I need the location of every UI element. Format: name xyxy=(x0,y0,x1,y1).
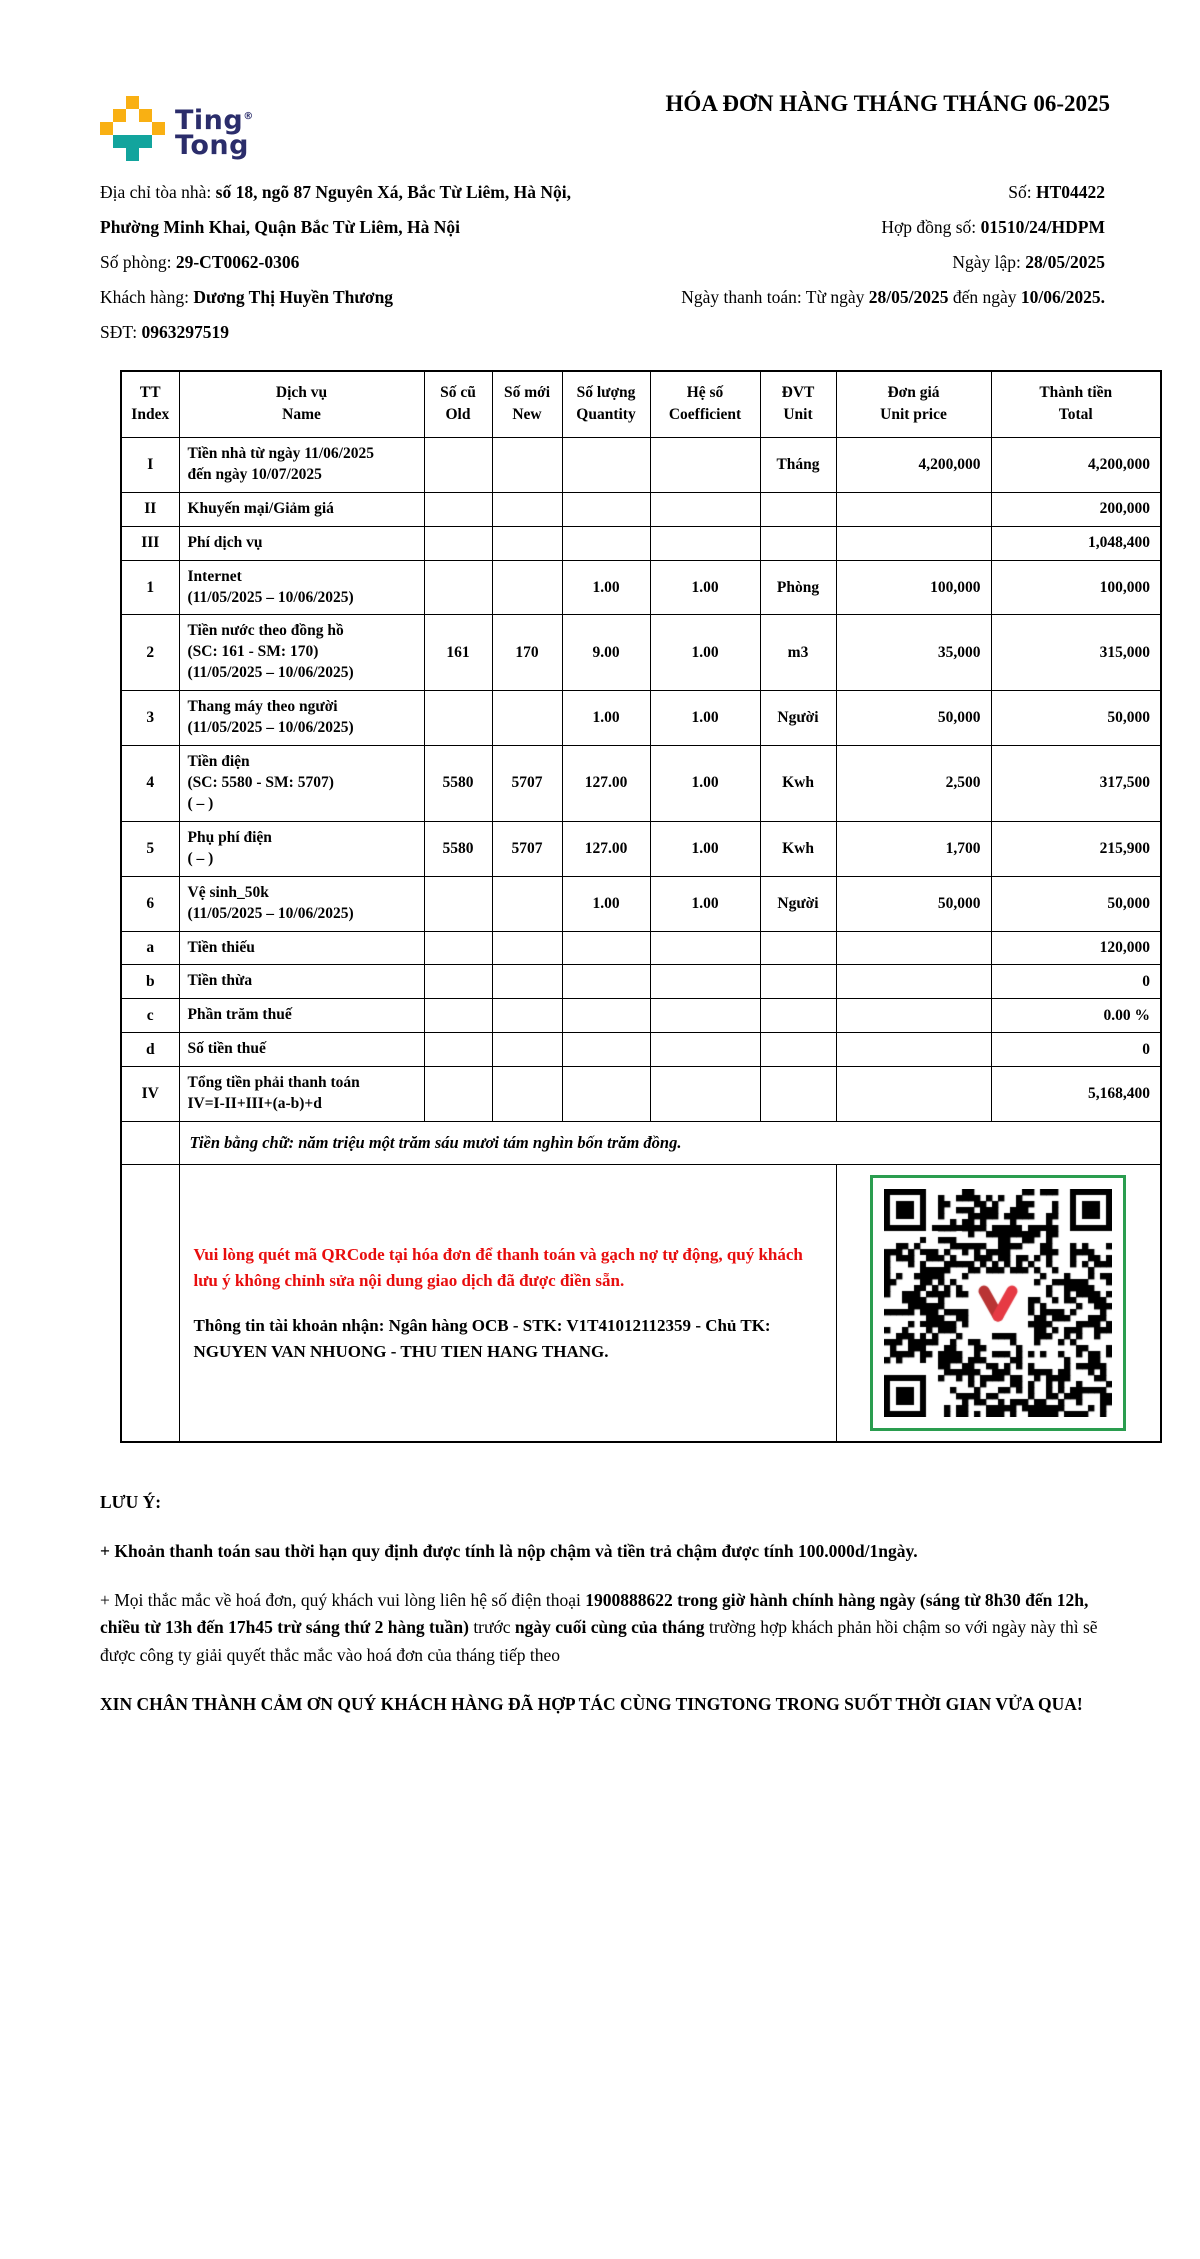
notes-items xyxy=(100,1538,1108,1718)
text-segment: Địa chỉ tòa nhà: xyxy=(100,182,216,202)
cell-total: 5,168,400 xyxy=(991,1067,1161,1122)
cell-price xyxy=(836,1067,991,1122)
cell-qty: 127.00 xyxy=(562,821,650,876)
table-row xyxy=(121,1033,1161,1067)
cell-unit xyxy=(760,931,836,965)
cell-price: 2,500 xyxy=(836,746,991,822)
tingtong-logo-icon xyxy=(100,96,165,161)
cell-unit: Kwh xyxy=(760,821,836,876)
cell-new xyxy=(492,931,562,965)
text-segment: Khách hàng: xyxy=(100,287,194,307)
cell-coeff xyxy=(650,965,760,999)
cell-qty xyxy=(562,526,650,560)
cell-qty: 9.00 xyxy=(562,615,650,691)
text-segment: 1900888622 trong giờ hành chính hàng ngày (sáng từ 8h30 đến 12h, chiều từ 13h đến 17h45 trừ sáng thứ 2 hàng tuần) xyxy=(100,1590,1089,1638)
tingtong-logo-text xyxy=(175,104,254,161)
amount-in-words xyxy=(179,1122,1161,1165)
logo-word1: Ting xyxy=(175,105,244,136)
cell-unit xyxy=(760,492,836,526)
cell-total: 215,900 xyxy=(991,821,1161,876)
column-header: Số mới New xyxy=(492,371,562,437)
cell-price: 100,000 xyxy=(836,560,991,615)
cell-price xyxy=(836,931,991,965)
text-segment: Số: xyxy=(1008,182,1036,202)
cell-qty: 1.00 xyxy=(562,560,650,615)
cell-coeff xyxy=(650,999,760,1033)
cell-name: Phụ phí điện ( – ) xyxy=(179,821,424,876)
qr-scan-note xyxy=(194,1242,822,1293)
cell-new xyxy=(492,1067,562,1122)
cell-coeff xyxy=(650,526,760,560)
info-line-right xyxy=(620,280,1105,315)
table-row xyxy=(121,876,1161,931)
table-row xyxy=(121,691,1161,746)
cell-name: Phần trăm thuế xyxy=(179,999,424,1033)
cell-qty xyxy=(562,965,650,999)
info-line-right xyxy=(620,210,1105,245)
cell-name: Số tiền thuế xyxy=(179,1033,424,1067)
cell-name: Tiền thiếu xyxy=(179,931,424,965)
text-segment: Hợp đồng số: xyxy=(881,217,981,237)
cell-idx: 5 xyxy=(121,821,179,876)
cell-old xyxy=(424,965,492,999)
cell-unit xyxy=(760,1067,836,1122)
info-line-left xyxy=(100,210,620,245)
cell-total: 1,048,400 xyxy=(991,526,1161,560)
cell-old xyxy=(424,931,492,965)
cell-coeff xyxy=(650,931,760,965)
cell-old xyxy=(424,526,492,560)
cell-name: Internet (11/05/2025 – 10/06/2025) xyxy=(179,560,424,615)
info-line-left xyxy=(100,245,620,280)
table-row xyxy=(121,746,1161,822)
column-header: Đơn giá Unit price xyxy=(836,371,991,437)
cell-old xyxy=(424,560,492,615)
text-segment: 28/05/2025 xyxy=(1025,252,1105,272)
info-line-left xyxy=(100,315,620,350)
table-row xyxy=(121,999,1161,1033)
table-row xyxy=(121,965,1161,999)
cell-total: 317,500 xyxy=(991,746,1161,822)
cell-price xyxy=(836,999,991,1033)
cell-coeff: 1.00 xyxy=(650,876,760,931)
text-segment: năm triệu một trăm sáu mươi tám nghìn bốn trăm đồng. xyxy=(298,1133,682,1153)
cell-old xyxy=(424,1033,492,1067)
qr-row xyxy=(121,1165,1161,1443)
text-segment: 29-CT0062-0306 xyxy=(175,252,300,272)
page-title: HÓA ĐƠN HÀNG THÁNG THÁNG 06-2025 xyxy=(665,91,1110,116)
text-segment: Phường Minh Khai, Quận Bắc Từ Liêm, Hà Nội xyxy=(100,217,461,237)
cell-new xyxy=(492,876,562,931)
text-segment: + Mọi thắc mắc về hoá đơn, quý khách vui lòng liên hệ số điện thoại xyxy=(100,1590,586,1611)
cell-price xyxy=(836,492,991,526)
cell-coeff: 1.00 xyxy=(650,691,760,746)
cell-new xyxy=(492,1033,562,1067)
text-segment: NGUYEN VAN NHUONG - THU TIEN HANG THANG xyxy=(193,1341,605,1361)
cell-idx: II xyxy=(121,492,179,526)
column-header: Thành tiền Total xyxy=(991,371,1161,437)
cell-price xyxy=(836,526,991,560)
text-segment: Ngày lập: xyxy=(952,252,1026,272)
bank-account-note xyxy=(194,1313,822,1364)
table-header-row xyxy=(121,371,1161,437)
cell-name: Tiền nhà từ ngày 11/06/2025 đến ngày 10/07/2025 xyxy=(179,437,424,492)
cell-idx: 4 xyxy=(121,746,179,822)
cell-old xyxy=(424,691,492,746)
qr-code xyxy=(884,1189,1112,1417)
cell-name: Vệ sinh_50k (11/05/2025 – 10/06/2025) xyxy=(179,876,424,931)
cell-qty xyxy=(562,492,650,526)
text-segment: Số phòng: xyxy=(100,252,176,272)
qr-frame xyxy=(870,1175,1126,1431)
cell-coeff xyxy=(650,437,760,492)
cell-new xyxy=(492,560,562,615)
cell-price: 4,200,000 xyxy=(836,437,991,492)
cell-new: 5707 xyxy=(492,746,562,822)
invoice-content xyxy=(100,88,1160,1718)
cell-coeff xyxy=(650,492,760,526)
cell-idx: 6 xyxy=(121,876,179,931)
cell-total: 200,000 xyxy=(991,492,1161,526)
cell-qty xyxy=(562,437,650,492)
cell-coeff xyxy=(650,1067,760,1122)
cell-old xyxy=(424,437,492,492)
cell-coeff: 1.00 xyxy=(650,615,760,691)
column-header: ĐVT Unit xyxy=(760,371,836,437)
cell-idx: a xyxy=(121,931,179,965)
cell-qty xyxy=(562,1067,650,1122)
cell-qty xyxy=(562,999,650,1033)
text-segment: 28/05/2025 xyxy=(868,287,949,307)
cell-coeff: 1.00 xyxy=(650,560,760,615)
cell-unit xyxy=(760,1033,836,1067)
cell-old: 5580 xyxy=(424,821,492,876)
text-segment: Vui lòng quét mã QRCode tại hóa đơn để thanh toán và gạch nợ tự động, quý khách lưu ý không chỉnh sửa nội dung giao dịch đã được điền sẵn. xyxy=(193,1245,803,1290)
invoice-table xyxy=(120,370,1162,1443)
table-header xyxy=(121,371,1161,437)
column-header: TT Index xyxy=(121,371,179,437)
table-footer xyxy=(121,1122,1161,1443)
cell-name: Tiền nước theo đồng hồ (SC: 161 - SM: 170) (11/05/2025 – 10/06/2025) xyxy=(179,615,424,691)
cell-unit: m3 xyxy=(760,615,836,691)
note-paragraph xyxy=(100,1587,1108,1668)
column-header: Số cũ Old xyxy=(424,371,492,437)
cell-price: 50,000 xyxy=(836,876,991,931)
info-line-right xyxy=(620,245,1105,280)
cell-new: 5707 xyxy=(492,821,562,876)
table-body xyxy=(121,437,1161,1121)
cell-idx: c xyxy=(121,999,179,1033)
text-segment: 0963297519 xyxy=(141,322,229,342)
invoice-header xyxy=(100,88,1160,161)
note-paragraph xyxy=(100,1538,1108,1565)
cell-price: 50,000 xyxy=(836,691,991,746)
cell-new xyxy=(492,965,562,999)
cell-price xyxy=(836,965,991,999)
cell-price: 1,700 xyxy=(836,821,991,876)
text-segment: số 18, ngõ 87 Nguyên Xá, Bắc Từ Liêm, Hà Nội, xyxy=(215,182,571,202)
text-segment: - Chủ TK: xyxy=(691,1316,771,1336)
cell-idx: I xyxy=(121,437,179,492)
cell-new: 170 xyxy=(492,615,562,691)
text-segment: trường hợp khách phản hồi chậm so với ngày này thì sẽ được công ty giải quyết thắc mắc vào hoá đơn của tháng tiếp theo xyxy=(100,1617,1098,1665)
column-header: Dịch vụ Name xyxy=(179,371,424,437)
cell-coeff xyxy=(650,1033,760,1067)
logo-registered-mark: ® xyxy=(243,111,254,122)
table-row xyxy=(121,526,1161,560)
cell-name: Tổng tiền phải thanh toán IV=I-II+III+(a-b)+d xyxy=(179,1067,424,1122)
cell-new xyxy=(492,437,562,492)
cell-idx: 1 xyxy=(121,560,179,615)
cell-new xyxy=(492,526,562,560)
cell-name: Tiền điện (SC: 5580 - SM: 5707) ( – ) xyxy=(179,746,424,822)
cell-total: 0 xyxy=(991,965,1161,999)
text-segment: Dương Thị Huyền Thương xyxy=(193,287,394,307)
footer-notes xyxy=(100,1489,1108,1718)
cell-name: Khuyến mại/Giảm giá xyxy=(179,492,424,526)
cell-total: 4,200,000 xyxy=(991,437,1161,492)
table-row xyxy=(121,1067,1161,1122)
text-segment: đến ngày xyxy=(948,287,1021,307)
cell-old xyxy=(424,1067,492,1122)
cell-total: 50,000 xyxy=(991,876,1161,931)
invoice-info xyxy=(100,175,1160,350)
cell-idx: b xyxy=(121,965,179,999)
cell-qty xyxy=(562,931,650,965)
info-line-left xyxy=(100,175,620,210)
logo-word2: Tong xyxy=(175,130,249,161)
cell-unit: Người xyxy=(760,691,836,746)
cell-old xyxy=(424,876,492,931)
cell-old xyxy=(424,999,492,1033)
cell-new xyxy=(492,691,562,746)
cell-unit: Kwh xyxy=(760,746,836,822)
text-segment: Thông tin tài khoản nhận: Ngân hàng OCB - STK: xyxy=(193,1316,567,1336)
cell-idx: III xyxy=(121,526,179,560)
text-segment: + Khoản thanh toán sau thời hạn quy định được tính là nộp chậm và tiền trả chậm được tính 100.000d/1ngày. xyxy=(100,1541,918,1562)
cell-total: 0 xyxy=(991,1033,1161,1067)
table-row xyxy=(121,615,1161,691)
text-segment: . xyxy=(604,1341,609,1361)
info-right-column xyxy=(620,175,1160,350)
cell-coeff: 1.00 xyxy=(650,821,760,876)
cell-new xyxy=(492,492,562,526)
cell-name: Tiền thừa xyxy=(179,965,424,999)
cell-idx: IV xyxy=(121,1067,179,1122)
cell-name: Thang máy theo người (11/05/2025 – 10/06/2025) xyxy=(179,691,424,746)
text-segment: trước xyxy=(468,1617,515,1638)
cell-total: 315,000 xyxy=(991,615,1161,691)
text-segment: Tiền bằng chữ: xyxy=(189,1133,299,1153)
cell-idx: d xyxy=(121,1033,179,1067)
text-segment: ngày cuối cùng của tháng xyxy=(514,1617,705,1638)
cell-total: 0.00 % xyxy=(991,999,1161,1033)
cell-total: 100,000 xyxy=(991,560,1161,615)
info-left-column xyxy=(100,175,620,350)
cell-unit: Tháng xyxy=(760,437,836,492)
table-row xyxy=(121,492,1161,526)
cell-qty xyxy=(562,1033,650,1067)
table-row xyxy=(121,821,1161,876)
cell-new xyxy=(492,999,562,1033)
payment-instructions xyxy=(179,1165,836,1443)
text-segment: HT04422 xyxy=(1035,182,1105,202)
cell-unit xyxy=(760,965,836,999)
cell-name: Phí dịch vụ xyxy=(179,526,424,560)
notes-heading: LƯU Ý: xyxy=(100,1492,162,1513)
qr-cell xyxy=(836,1165,1161,1443)
table-row xyxy=(121,437,1161,492)
info-line-left xyxy=(100,280,620,315)
table-row xyxy=(121,560,1161,615)
cell-total: 120,000 xyxy=(991,931,1161,965)
cell-idx: 3 xyxy=(121,691,179,746)
table-row xyxy=(121,931,1161,965)
info-line-right xyxy=(620,175,1105,210)
cell-old xyxy=(424,492,492,526)
empty-cell xyxy=(121,1122,179,1165)
text-segment: 01510/24/HDPM xyxy=(980,217,1105,237)
cell-unit xyxy=(760,999,836,1033)
text-segment: Ngày thanh toán: Từ ngày xyxy=(681,287,869,307)
empty-cell xyxy=(121,1165,179,1443)
cell-old: 5580 xyxy=(424,746,492,822)
text-segment: V1T41012112359 xyxy=(566,1316,692,1336)
cell-idx: 2 xyxy=(121,615,179,691)
cell-price: 35,000 xyxy=(836,615,991,691)
amount-in-words-row xyxy=(121,1122,1161,1165)
cell-old: 161 xyxy=(424,615,492,691)
cell-unit xyxy=(760,526,836,560)
note-paragraph xyxy=(100,1691,1108,1718)
cell-total: 50,000 xyxy=(991,691,1161,746)
column-header: Số lượng Quantity xyxy=(562,371,650,437)
text-segment: XIN CHÂN THÀNH CẢM ƠN QUÝ KHÁCH HÀNG ĐÃ HỢP TÁC CÙNG TINGTONG TRONG SUỐT THỜI GIAN VỬA QUA! xyxy=(100,1693,1083,1714)
tingtong-logo xyxy=(100,96,254,161)
cell-unit: Phòng xyxy=(760,560,836,615)
cell-qty: 127.00 xyxy=(562,746,650,822)
cell-qty: 1.00 xyxy=(562,691,650,746)
cell-coeff: 1.00 xyxy=(650,746,760,822)
cell-qty: 1.00 xyxy=(562,876,650,931)
text-segment: 10/06/2025. xyxy=(1020,287,1105,307)
text-segment: SĐT: xyxy=(100,322,142,342)
column-header: Hệ số Coefficient xyxy=(650,371,760,437)
cell-price xyxy=(836,1033,991,1067)
cell-unit: Người xyxy=(760,876,836,931)
